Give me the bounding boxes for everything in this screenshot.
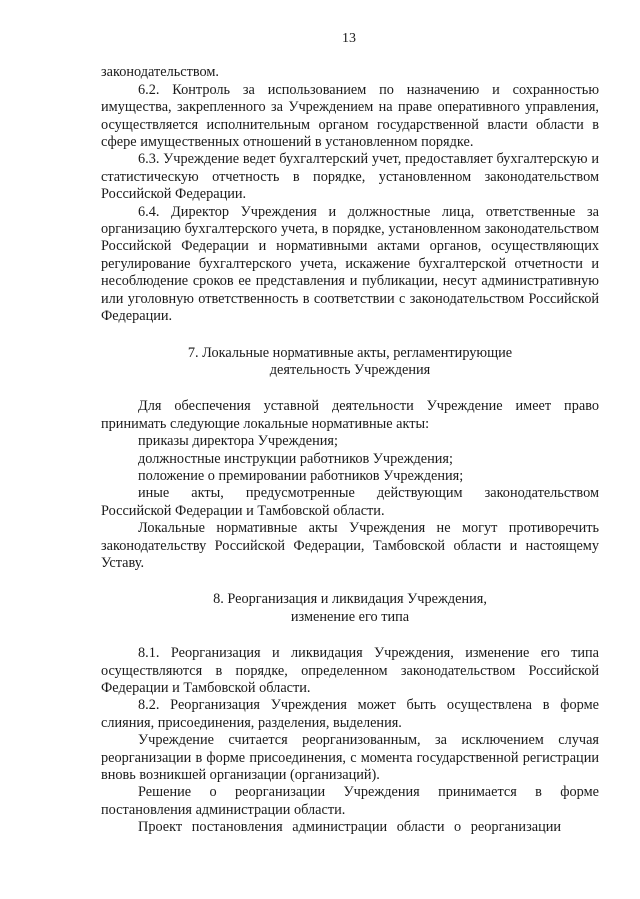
paragraph-draft: Проект постановления администрации области о реорганизации [138, 819, 562, 836]
list-item: положение о премировании работников Учреждения; [138, 467, 464, 484]
section-8-heading-line1: 8. Реорганизация и ликвидация Учреждения, [213, 591, 487, 608]
section-7-heading-line1: 7. Локальные нормативные акты, регламентирующие [187, 344, 513, 361]
paragraph-continuation: законодательством. [101, 64, 219, 81]
paragraph-6-2: 6.2. Контроль за использованием по назначению и сохранностью имущества, закрепленного за Учреждением на праве оперативного управления, осуществляется исполнительным органом государственной власти области в сфере имущественных отношений в установленном порядке. [101, 81, 599, 151]
section-7-intro: Для обеспечения уставной деятельности Учреждение имеет право принимать следующие локальные нормативные акты: [101, 398, 599, 432]
paragraph-6-3: 6.3. Учреждение ведет бухгалтерский учет, предоставляет бухгалтерскую и статистическую отчетность в порядке, установленном законодательством Российской Федерации. [101, 151, 599, 203]
paragraph-6-4: 6.4. Директор Учреждения и должностные лица, ответственные за организацию бухгалтерского учета, в порядке, установленном законодательством Российской Федерации и нормативными актами органов, осуществляющих регулирование бухгалтерского учета, искажение бухгалтерской отчетности и несоблюдение сроков ее представления и публикации, несут административную или уголовную ответственность в соответствии с законодательством Российской Федерации. [101, 203, 599, 325]
document-page [101, 30, 599, 837]
list-item: иные акты, предусмотренные действующим законодательством Российской Федерации и Тамбовской области. [101, 485, 599, 519]
paragraph-8-2: 8.2. Реорганизация Учреждения может быть осуществлена в форме слияния, присоединения, разделения, выделения. [101, 697, 599, 731]
list-item: приказы директора Учреждения; [138, 433, 338, 450]
paragraph-reorganized: Учреждение считается реорганизованным, за исключением случая реорганизации в форме присоединения, с момента государственной регистрации вновь возникшей организации (организаций). [101, 732, 599, 784]
section-7-heading [101, 345, 599, 380]
paragraph-decision: Решение о реорганизации Учреждения принимается в форме постановления администрации области. [101, 784, 599, 818]
section-7-closing: Локальные нормативные акты Учреждения не могут противоречить законодательству Российской Федерации, Тамбовской области и настоящему Уставу. [101, 520, 599, 571]
section-7-heading-line2: деятельность Учреждения [269, 361, 431, 378]
paragraph-8-1: 8.1. Реорганизация и ликвидация Учреждения, изменение его типа осуществляются в порядке, определенном законодательством Российской Федерации и Тамбовской области. [101, 645, 599, 696]
section-8-heading [101, 591, 599, 626]
list-item: должностные инструкции работников Учреждения; [138, 450, 453, 467]
page-number: 13 [342, 31, 356, 46]
section-8-heading-line2: изменение его типа [290, 608, 410, 625]
